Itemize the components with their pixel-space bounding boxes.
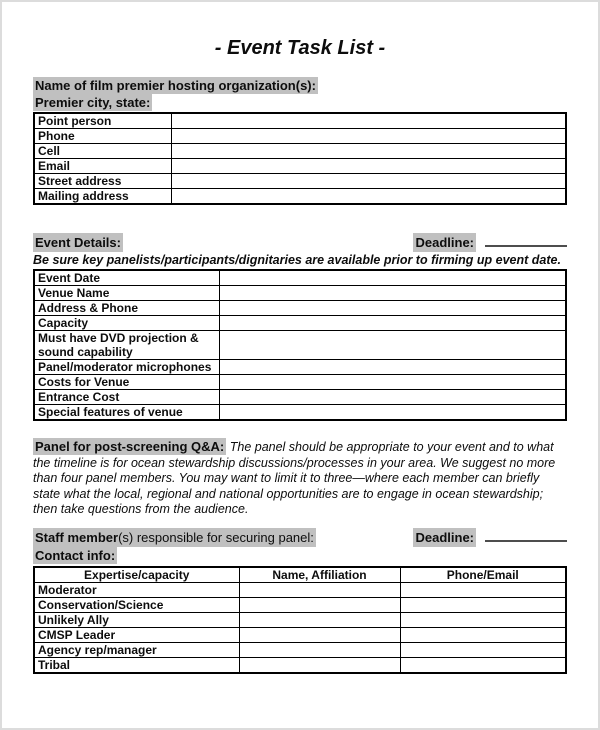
field-value-cell[interactable] (171, 189, 566, 205)
deadline-label: Deadline: (415, 235, 474, 250)
name-affiliation-cell[interactable] (239, 642, 400, 657)
panel-qa-label: Panel for post-screening Q&A: (35, 439, 225, 454)
field-label-cell: Cell (34, 144, 171, 159)
field-label-cell: Event Date (34, 270, 219, 286)
contact-info-label: Contact info: (35, 547, 116, 563)
phone-email-cell[interactable] (400, 582, 566, 597)
table-row (34, 331, 566, 360)
name-affiliation-cell[interactable] (239, 657, 400, 673)
event-details-table (33, 269, 567, 421)
table-header-row (34, 567, 566, 583)
name-affiliation-cell[interactable] (239, 597, 400, 612)
field-label-cell: Capacity (34, 316, 219, 331)
field-label-cell: Point person (34, 113, 171, 129)
panel-qa-paragraph (33, 439, 567, 518)
field-value-cell[interactable] (171, 144, 566, 159)
table-row (34, 597, 566, 612)
field-value-cell[interactable] (219, 375, 566, 390)
deadline-fill-line[interactable] (485, 529, 567, 542)
field-value-cell[interactable] (219, 270, 566, 286)
field-label-cell: Unlikely Ally (34, 612, 239, 627)
field-label-cell: Agency rep/manager (34, 642, 239, 657)
phone-email-cell[interactable] (400, 627, 566, 642)
field-label-cell: Tribal (34, 657, 239, 673)
field-value-cell[interactable] (219, 286, 566, 301)
table-row (34, 612, 566, 627)
org-name-label: Name of film premier hosting organization(s): (35, 78, 316, 93)
table-row (34, 113, 566, 129)
field-label-cell: Entrance Cost (34, 390, 219, 405)
field-label-cell: Panel/moderator microphones (34, 360, 219, 375)
column-header-cell: Name, Affiliation (239, 567, 400, 583)
name-affiliation-cell[interactable] (239, 612, 400, 627)
field-label-cell: Venue Name (34, 286, 219, 301)
field-value-cell[interactable] (219, 405, 566, 421)
field-label-cell: Moderator (34, 582, 239, 597)
deadline-group (413, 233, 567, 252)
field-label-cell: Mailing address (34, 189, 171, 205)
page-title: - Event Task List - (214, 37, 386, 59)
event-details-label: Event Details: (35, 235, 121, 250)
org-city-line (33, 94, 567, 111)
phone-email-cell[interactable] (400, 612, 566, 627)
field-label-cell: Email (34, 159, 171, 174)
field-value-cell[interactable] (171, 159, 566, 174)
table-row (34, 174, 566, 189)
org-name-line (33, 77, 567, 94)
deadline-group (413, 528, 567, 547)
field-label-cell: Street address (34, 174, 171, 189)
name-affiliation-cell[interactable] (239, 582, 400, 597)
column-header-cell: Phone/Email (400, 567, 566, 583)
table-row (34, 144, 566, 159)
table-row (34, 129, 566, 144)
table-row (34, 390, 566, 405)
event-details-note: Be sure key panelists/participants/dignitaries are available prior to firming up event date. (33, 253, 561, 267)
field-value-cell[interactable] (219, 390, 566, 405)
field-value-cell[interactable] (171, 129, 566, 144)
staff-label: Staff member(s) responsible for securing panel: (35, 529, 314, 545)
table-row (34, 286, 566, 301)
org-city-label: Premier city, state: (35, 95, 151, 110)
column-header-cell: Expertise/capacity (34, 567, 239, 583)
table-row (34, 642, 566, 657)
field-label-cell: Special features of venue (34, 405, 219, 421)
table-row (34, 159, 566, 174)
table-row (34, 657, 566, 673)
field-value-cell[interactable] (219, 316, 566, 331)
field-label-cell: Phone (34, 129, 171, 144)
field-label-cell: Costs for Venue (34, 375, 219, 390)
field-label-cell: Must have DVD projection & sound capability (34, 331, 219, 360)
field-value-cell[interactable] (171, 113, 566, 129)
phone-email-cell[interactable] (400, 657, 566, 673)
panel-contacts-table (33, 566, 567, 674)
staff-header (33, 528, 567, 547)
table-row (34, 316, 566, 331)
table-row (34, 270, 566, 286)
contact-info-line (33, 547, 567, 564)
deadline-fill-line[interactable] (485, 234, 567, 247)
table-row (34, 375, 566, 390)
deadline-label: Deadline: (415, 529, 474, 545)
field-label-cell: Address & Phone (34, 301, 219, 316)
field-label-cell: CMSP Leader (34, 627, 239, 642)
event-details-header (33, 233, 567, 252)
contact-info-table (33, 112, 567, 205)
field-value-cell[interactable] (219, 331, 566, 360)
table-row (34, 360, 566, 375)
phone-email-cell[interactable] (400, 642, 566, 657)
field-value-cell[interactable] (219, 360, 566, 375)
field-label-cell: Conservation/Science (34, 597, 239, 612)
phone-email-cell[interactable] (400, 597, 566, 612)
table-row (34, 627, 566, 642)
name-affiliation-cell[interactable] (239, 627, 400, 642)
table-row (34, 301, 566, 316)
table-row (34, 405, 566, 421)
table-row (34, 582, 566, 597)
panel-qa-body: The panel should be appropriate to your event and to what the timeline is for ocean stewardship discussions/processes in your area. We suggest no more than four panel members. You may want to limit it to three—where each member can briefly state what the local, regional and national opportunities are to engage in ocean stewardship; then take questions from the audience. (33, 440, 556, 516)
field-value-cell[interactable] (219, 301, 566, 316)
table-row (34, 189, 566, 205)
field-value-cell[interactable] (171, 174, 566, 189)
